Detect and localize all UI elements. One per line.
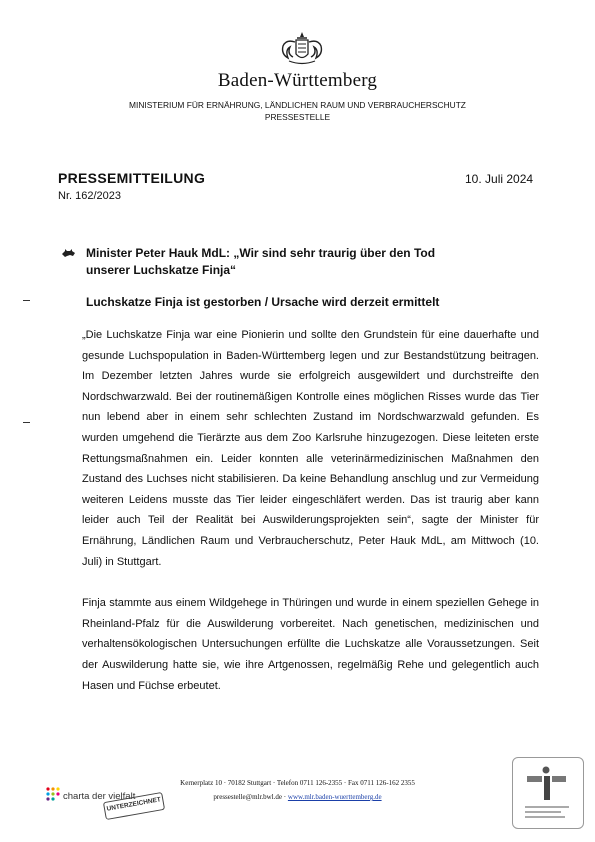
ministry-line: MINISTERIUM FÜR ERNÄHRUNG, LÄNDLICHEN RAUM UND VERBRAUCHERSCHUTZ xyxy=(129,100,466,110)
ministry-name xyxy=(0,99,595,123)
paragraph: „Die Luchskatze Finja war eine Pionierin und sollte den Grundstein für eine dauerhafte und gesunde Luchspopulation in Baden-Württemberg legen und zur Bestandstützung beitragen. Im Dezember letzten Jahres wurde sie erfolgreich ausgewildert und durchstreifte den Nordschwarzwald. Bei der routinemäßigen Kontrolle eines möglichen Risses wurde das Tier nun lebend aber in einem sehr schlechten Zustand im Nordschwarzwald gefunden. Es wurden umgehend die Tierärzte aus dem Zoo Karlsruhe hinzugezogen. Diese leiteten erste Rettungsmaßnahmen ein. Leider konnten alle veterinärmedizinischen Maßnahmen den Zustand des Luchses nicht stabilisieren. Da keine Behandlung anschlug und zur Vermeidung weiteren Leidens musste das Tier leider eingeschläfert werden. Das ist traurig aber kann leider auch Teil der Realität bei Auswilderungsprojekten sein“, sagte der Minister für Ernährung, Ländlichen Raum und Verbraucherschutz, Peter Hauk MdL, am Mittwoch (10. Juli) in Stuttgart. xyxy=(82,329,539,568)
headline-line-2: unserer Luchskatze Finja“ xyxy=(86,263,237,277)
margin-mark xyxy=(23,422,30,423)
headline xyxy=(86,245,516,279)
footer-contact xyxy=(0,793,595,801)
coat-of-arms-icon xyxy=(277,30,327,70)
signed-stamp: UNTERZEICHNET xyxy=(103,792,165,820)
email-link[interactable]: pressestelle@mlr.bwl.de xyxy=(213,793,283,801)
family-audit-icon xyxy=(512,757,584,829)
state-name: Baden-Württemberg xyxy=(217,70,378,91)
headline-line-1: Minister Peter Hauk MdL: „Wir sind sehr traurig über den Tod xyxy=(86,246,436,260)
subheadline: Luchskatze Finja ist gestorben / Ursache wird derzeit ermittelt xyxy=(86,295,440,309)
margin-mark xyxy=(23,300,30,301)
press-number: Nr. 162/2023 xyxy=(58,190,121,202)
charta-logo-text: charta der vielfalt xyxy=(63,791,136,802)
separator: · xyxy=(282,793,288,801)
document-title: PRESSEMITTEILUNG xyxy=(58,170,206,186)
press-date: 10. Juli 2024 xyxy=(465,172,534,186)
lynx-icon xyxy=(61,248,77,258)
body-text xyxy=(82,325,539,717)
website-link[interactable]: www.mlr.baden-wuerttemberg.de xyxy=(287,793,382,801)
footer-address: Kernerplatz 10 · 70182 Stuttgart · Telefon 0711 126-2355 · Fax 0711 126-162 2355 xyxy=(180,779,415,787)
paragraph: Finja stammte aus einem Wildgehege in Thüringen und wurde in einem speziellen Gehege in Rheinland-Pfalz für die Auswilderung vorbereitet. Nach genetischen, medizinischen und verhaltensökologischen Untersuchungen erfüllte die Luchskatze alle Voraussetzungen. Seit der Auswilderung hatte sie, wie ihre Artgenossen, regelmäßig Rehe und gelegentlich auch Hasen und Füchse erbeutet. xyxy=(82,597,539,692)
department-line: PRESSESTELLE xyxy=(264,112,331,122)
